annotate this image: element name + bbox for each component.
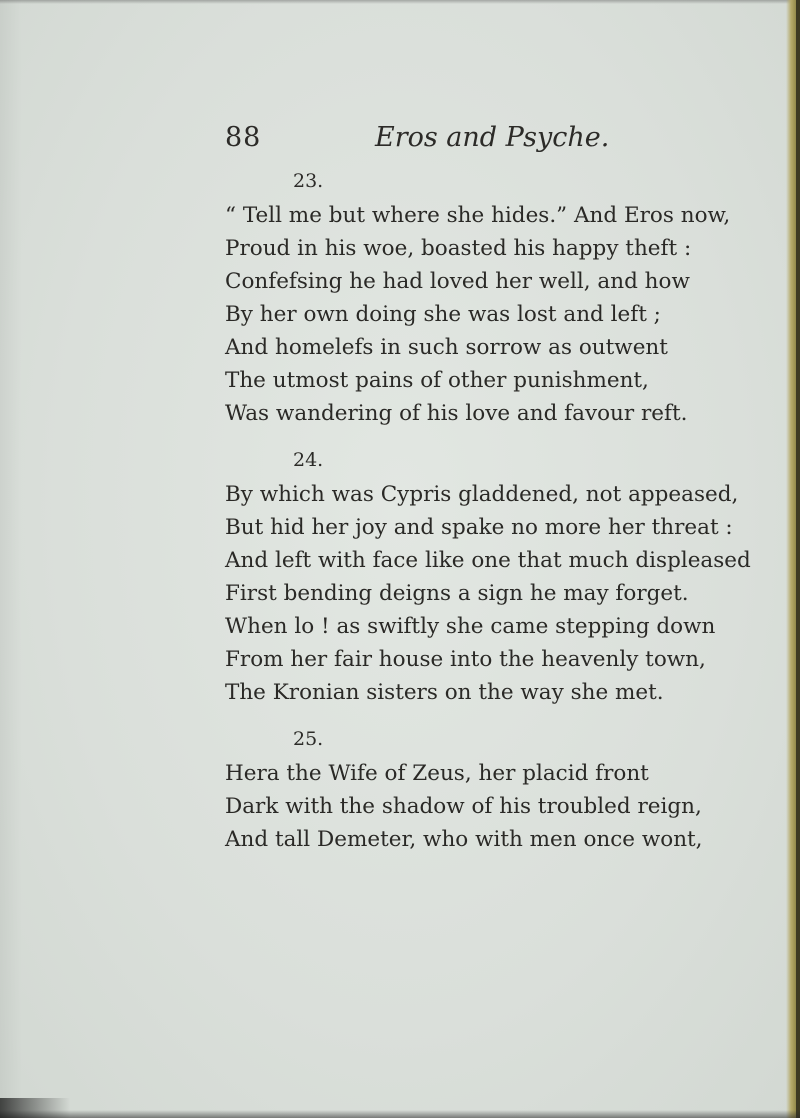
binding-shadow bbox=[796, 0, 800, 1118]
verse-line: And homelefs in such sorrow as outwent bbox=[225, 335, 668, 360]
verse-line: Proud in his woe, boasted his happy theft : bbox=[225, 236, 692, 261]
verse-line: By her own doing she was lost and left ; bbox=[225, 302, 661, 327]
verse-line: When lo ! as swiftly she came stepping down bbox=[225, 614, 716, 639]
verse-line: And tall Demeter, who with men once wont, bbox=[225, 827, 703, 852]
verse-line: And left with face like one that much displeased bbox=[225, 548, 751, 573]
stanza-number: 25. bbox=[293, 728, 324, 750]
page-header bbox=[0, 122, 800, 162]
page-bottom-edge bbox=[0, 1110, 800, 1118]
verse-line: Confefsing he had loved her well, and how bbox=[225, 269, 690, 294]
stanza-number: 23. bbox=[293, 170, 324, 192]
verse-line: Was wandering of his love and favour reft. bbox=[225, 401, 688, 426]
verse-line: From her fair house into the heavenly town, bbox=[225, 647, 706, 672]
page-top-edge bbox=[0, 0, 800, 4]
verse-line: The Kronian sisters on the way she met. bbox=[225, 680, 664, 705]
verse-line: “ Tell me but where she hides.” And Eros now, bbox=[225, 203, 731, 228]
stanza-lines bbox=[225, 199, 730, 430]
stanza-number: 24. bbox=[293, 449, 324, 471]
verse-line: The utmost pains of other punishment, bbox=[225, 368, 649, 393]
verse-line: First bending deigns a sign he may forget. bbox=[225, 581, 689, 606]
stanza-lines bbox=[225, 478, 751, 709]
stanza-lines bbox=[225, 757, 703, 856]
page-number: 88 bbox=[225, 122, 262, 153]
verse-line: But hid her joy and spake no more her threat : bbox=[225, 515, 733, 540]
running-title: Eros and Psyche. bbox=[375, 122, 610, 153]
verse-line: By which was Cypris gladdened, not appeased, bbox=[225, 482, 739, 507]
verse-line: Dark with the shadow of his troubled reign, bbox=[225, 794, 702, 819]
corner-stain bbox=[0, 1098, 70, 1118]
verse-line: Hera the Wife of Zeus, her placid front bbox=[225, 761, 649, 786]
